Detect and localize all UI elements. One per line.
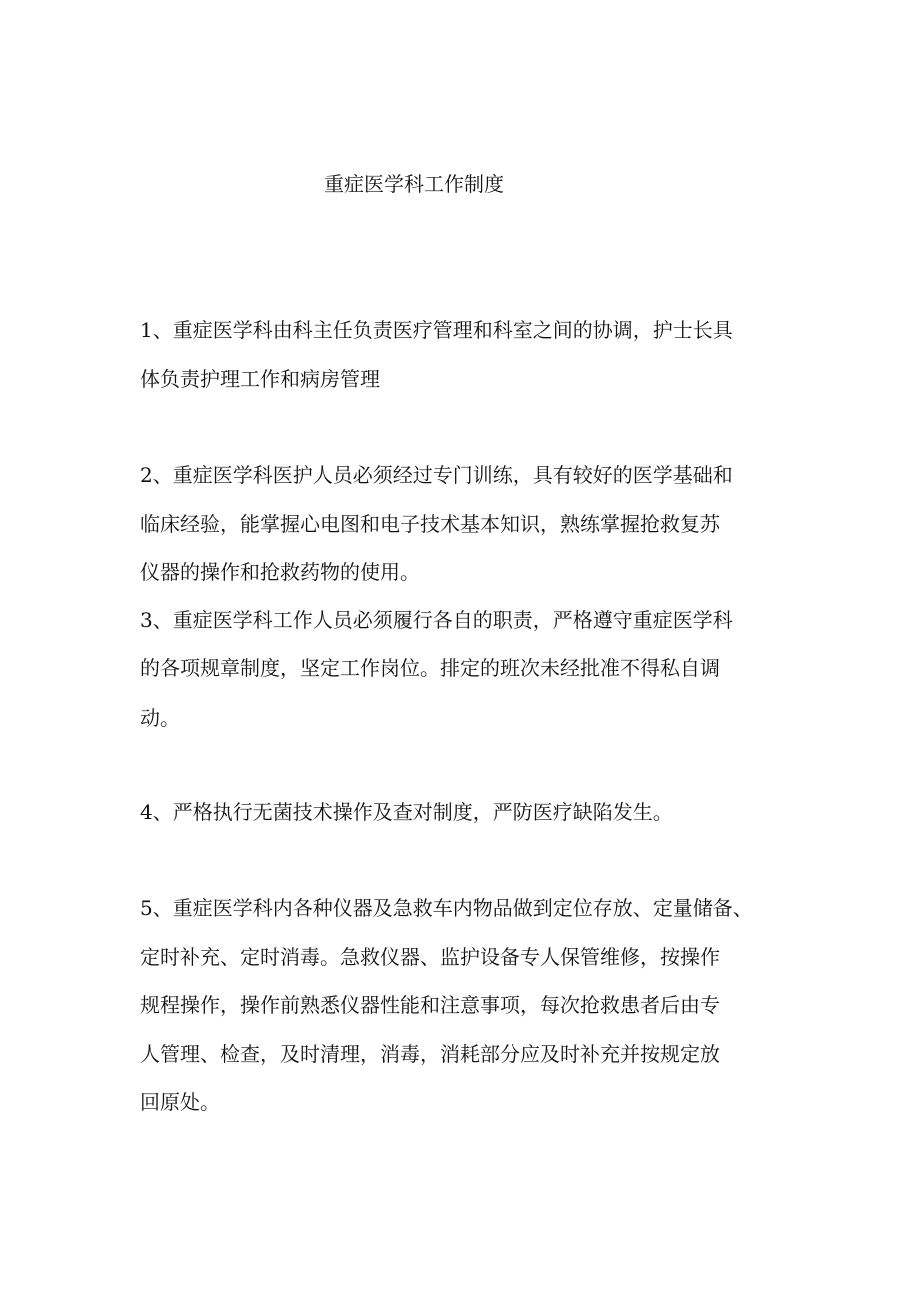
item-3-line-1: 3、重症医学科工作人员必须履行各自的职责，严格遵守重症医学科 [140, 608, 733, 632]
item-5-line-5: 回原处。 [140, 1090, 220, 1114]
item-5-line-2: 定时补充、定时消毒。急救仪器、监护设备专人保管维修，按操作 [140, 945, 720, 969]
item-2-line-1: 2、重症医学科医护人员必须经过专门训练，具有较好的医学基础和 [140, 463, 733, 487]
item-3-line-2: 的各项规章制度，坚定工作岗位。排定的班次未经批准不得私自调 [140, 656, 720, 680]
item-3-line-3: 动。 [140, 706, 180, 730]
item-1-line-2: 体负责护理工作和病房管理 [140, 367, 380, 391]
item-5-line-4: 人管理、检查，及时清理，消毒，消耗部分应及时补充并按规定放 [140, 1042, 720, 1066]
item-1-line-1: 1、重症医学科由科主任负责医疗管理和科室之间的协调，护士长具 [140, 318, 733, 342]
item-5-line-1: 5、重症医学科内各种仪器及急救车内物品做到定位存放、定量储备、 [140, 896, 753, 920]
item-2-line-2: 临床经验，能掌握心电图和电子技术基本知识，熟练掌握抢救复苏 [140, 512, 720, 536]
item-5-line-3: 规程操作，操作前熟悉仪器性能和注意事项，每次抢救患者后由专 [140, 993, 720, 1017]
item-4-line-1: 4、严格执行无菌技术操作及查对制度，严防医疗缺陷发生。 [140, 800, 673, 824]
item-2-line-3: 仪器的操作和抢救药物的使用。 [140, 560, 420, 584]
document-title: 重症医学科工作制度 [324, 172, 504, 196]
